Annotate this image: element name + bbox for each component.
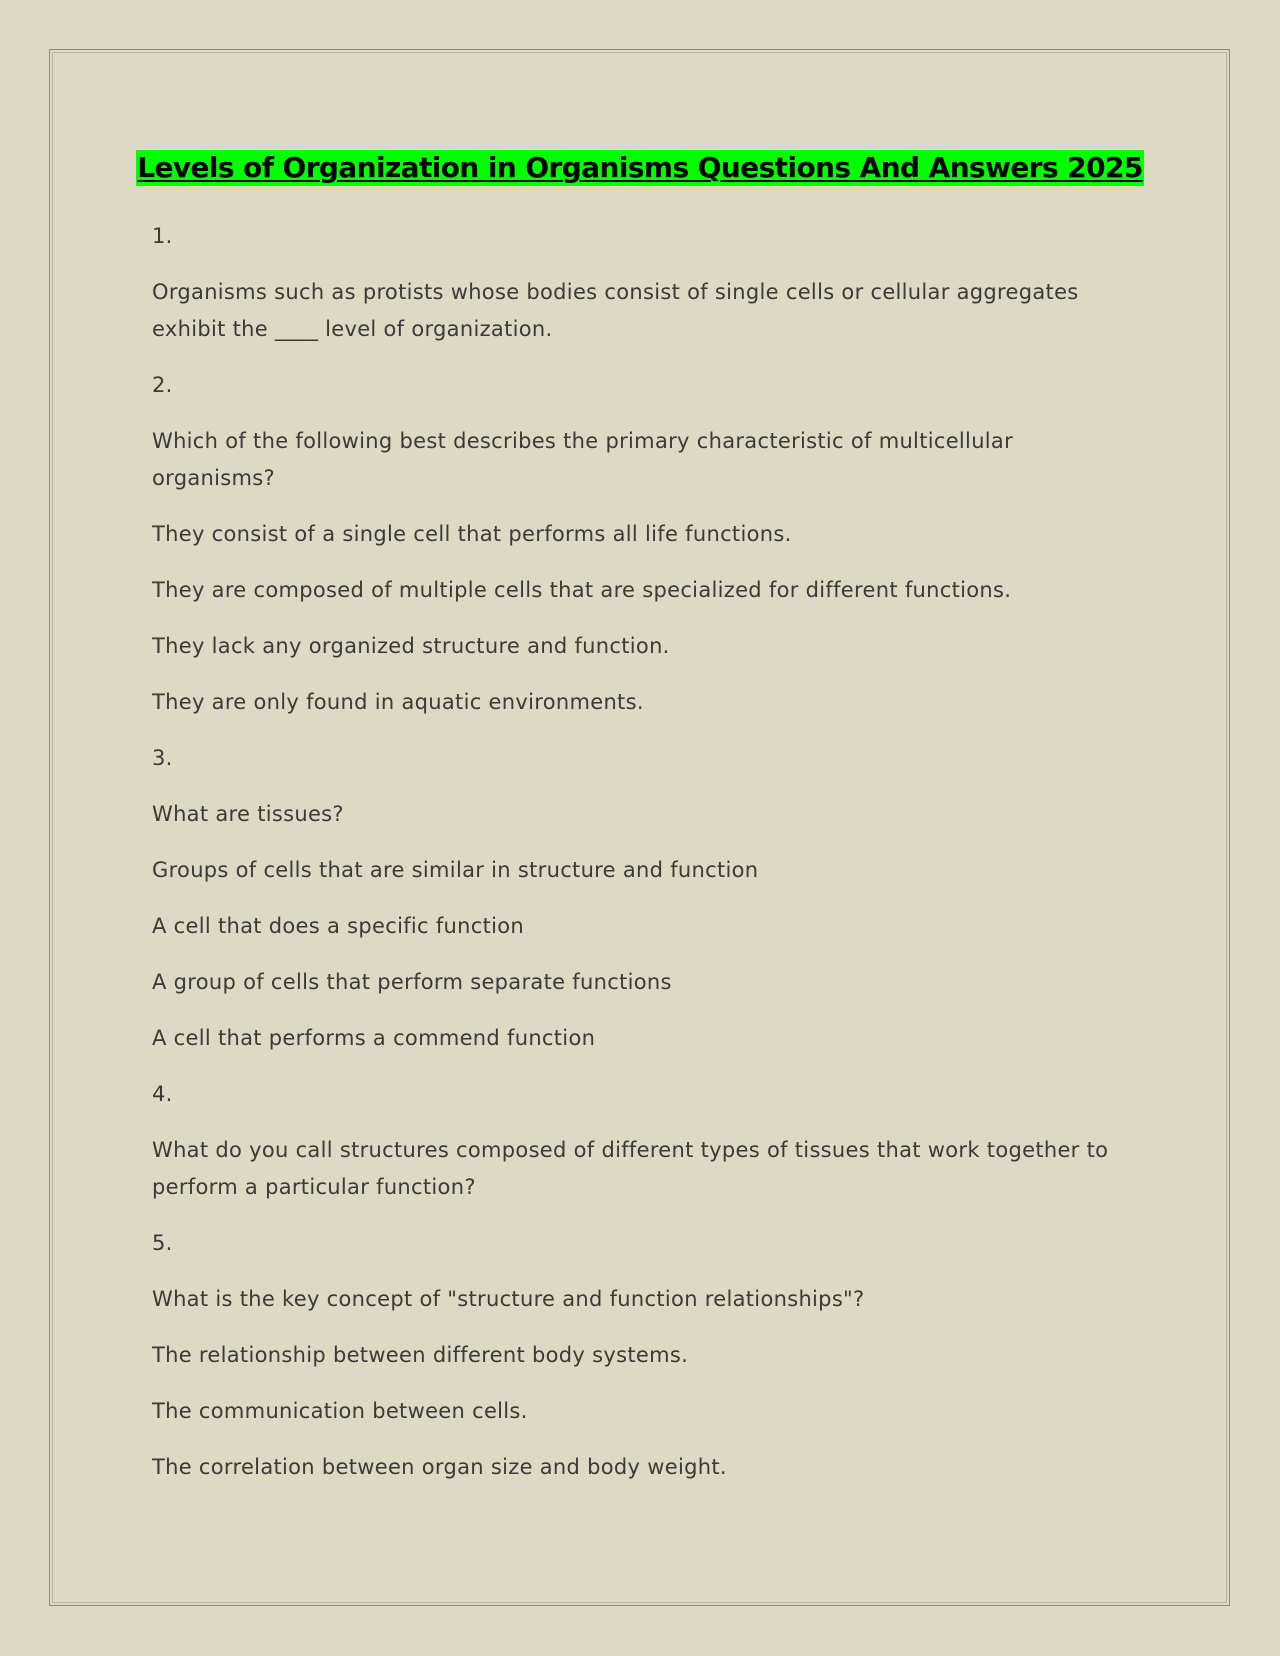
question-number: 2.	[152, 373, 173, 397]
title-container	[0, 150, 1280, 186]
question-number: 4.	[152, 1082, 173, 1106]
question-number: 3.	[152, 746, 173, 770]
answer-option: They are composed of multiple cells that are specialized for different functions.	[152, 578, 1012, 602]
answer-option: A cell that does a specific function	[152, 914, 525, 938]
answer-option: The communication between cells.	[152, 1399, 528, 1423]
answer-option: They are only found in aquatic environments.	[152, 690, 644, 714]
answer-option: Groups of cells that are similar in structure and function	[152, 858, 759, 882]
question-text: What are tissues?	[152, 802, 344, 826]
answer-option: They consist of a single cell that performs all life functions.	[152, 522, 792, 546]
answer-option: The correlation between organ size and body weight.	[152, 1455, 727, 1479]
question-text: Which of the following best describes the primary characteristic of multicellular organisms?	[152, 429, 1014, 490]
answer-option: The relationship between different body systems.	[152, 1343, 689, 1367]
answer-option: They lack any organized structure and function.	[152, 634, 670, 658]
answer-option: A group of cells that perform separate functions	[152, 970, 672, 994]
document-body	[152, 218, 1132, 1505]
document-title: Levels of Organization in Organisms Questions And Answers 2025	[137, 151, 1143, 184]
question-text: What is the key concept of "structure and function relationships"?	[152, 1287, 865, 1311]
question-number: 1.	[152, 224, 173, 248]
question-number: 5.	[152, 1231, 173, 1255]
answer-option: A cell that performs a commend function	[152, 1026, 596, 1050]
question-text: Organisms such as protists whose bodies consist of single cells or cellular aggregates exhibit the ____ level of organization.	[152, 280, 1079, 341]
question-text: What do you call structures composed of different types of tissues that work together to perform a particular function?	[152, 1138, 1109, 1199]
